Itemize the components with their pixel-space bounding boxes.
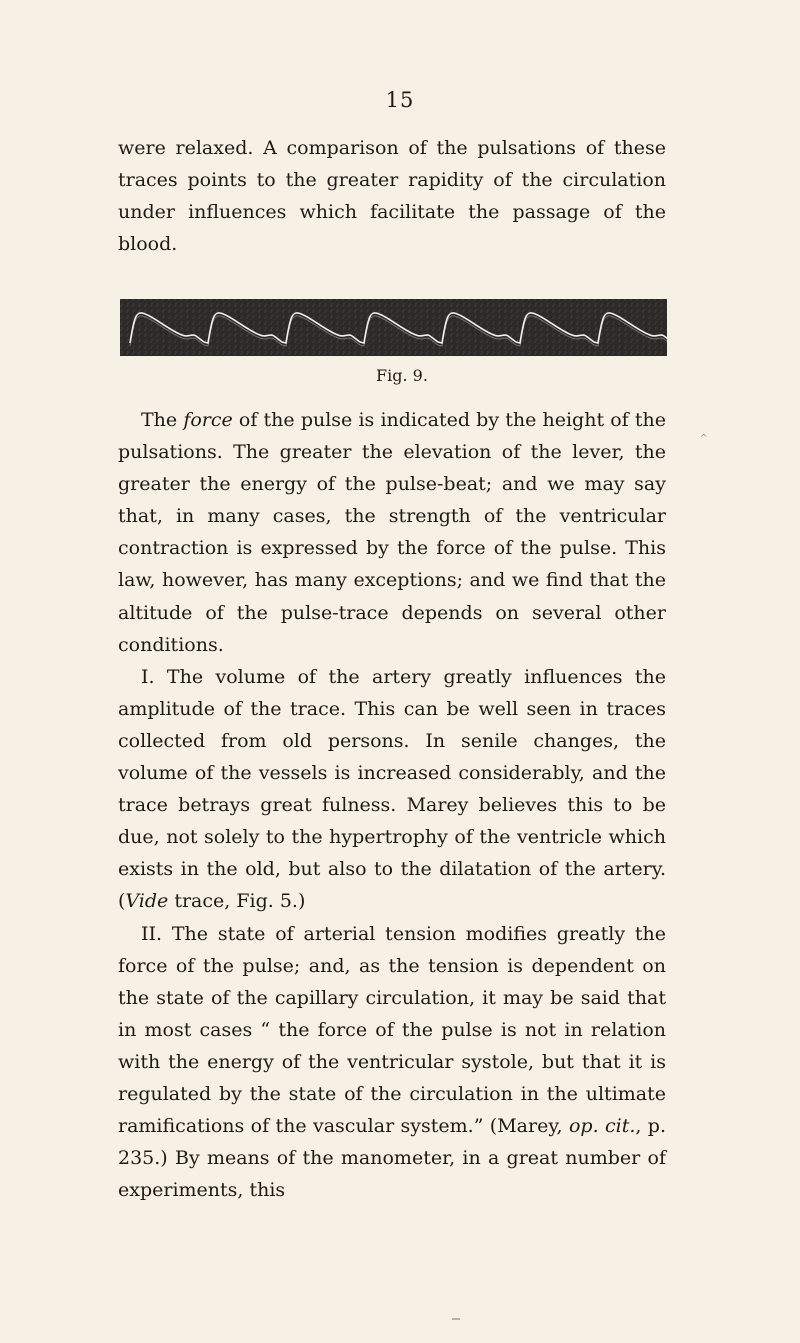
figure-caption: Fig. 9. bbox=[376, 366, 428, 385]
paragraph-force bbox=[118, 404, 666, 661]
paragraph-volume-tail: trace, Fig. 5.) bbox=[168, 890, 306, 913]
paragraph-force-lead: The bbox=[141, 409, 184, 431]
page-number: 15 bbox=[385, 88, 415, 112]
stray-mark: ^ bbox=[700, 434, 708, 444]
paragraph-volume bbox=[118, 661, 666, 918]
paragraph-force-emphasis: force bbox=[183, 409, 233, 431]
pulse-trace-figure bbox=[120, 299, 667, 356]
trace-background bbox=[120, 299, 667, 356]
paragraph-tension bbox=[118, 918, 666, 1207]
pulse-trace-image bbox=[120, 299, 667, 356]
paragraph-force-text: of the pulse is indicated by the height of the pulsations. The greater the elevation of the lever, the greater the energy of the pulse-beat; and we may say that, in many cases, the strength of the ventricular contraction is expressed by the force of the pulse. This law, however, has many exceptions; and we find that the altitude of the pulse-trace depends on several other conditions. bbox=[118, 409, 666, 656]
paragraph-volume-emphasis: Vide bbox=[125, 890, 169, 913]
paragraph-volume-text: I. The volume of the artery greatly influences the amplitude of the trace. This can be well seen in traces collected from old persons. In senile changes, the volume of the vessels is increased considerably, and the trace betrays great fulness. Marey believes this to be due, not solely to the hypertrophy of the ventricle which exists in the old, but also to the dilatation of the artery. ( bbox=[118, 665, 666, 913]
paragraph-tension-text: II. The state of arterial tension modifies greatly the force of the pulse; and, as the tension is dependent on the state of the capillary circulation, it may be said that in most cases “ the force of the pulse is not in relation with the energy of the ventricular systole, but that it is regulated by the state of the circulation in the ultimate ramifications of the vascular system.” (Marey, bbox=[118, 922, 666, 1138]
paragraph-tension-emphasis: op. cit. bbox=[568, 1115, 636, 1138]
body-text bbox=[118, 404, 666, 1206]
intro-paragraph-text: were relaxed. A comparison of the pulsations of these traces points to the greater rapidity of the circulation under influences which facilitate the passage of the blood. bbox=[118, 137, 666, 256]
paragraph-tension-tail: , p. 235.) By means of the manometer, in a great number of experiments, this bbox=[118, 1115, 667, 1202]
page-blemish bbox=[452, 1318, 460, 1320]
intro-paragraph bbox=[118, 132, 666, 260]
